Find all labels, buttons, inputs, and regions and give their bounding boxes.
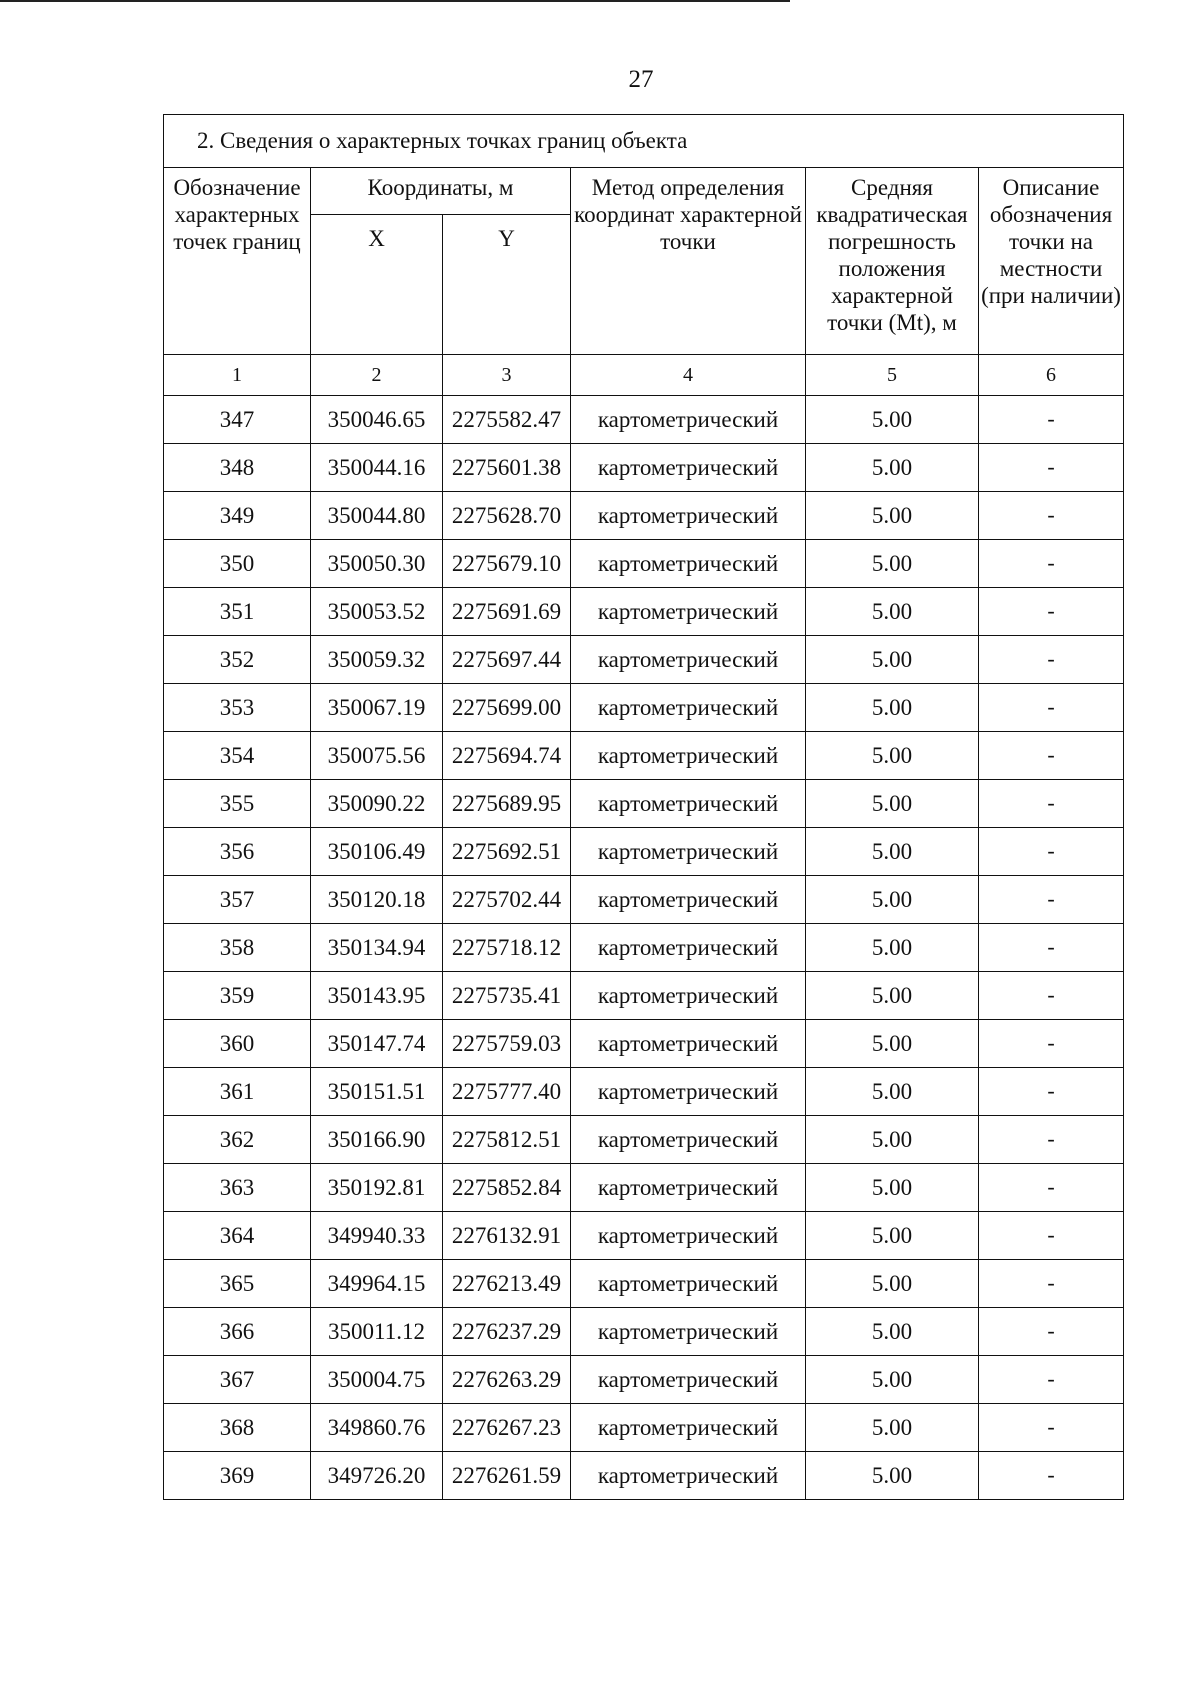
cell-method: картометрический [571,1116,806,1164]
table-row [164,1020,1124,1068]
cell-point: 367 [164,1356,311,1404]
header-point-designation: Обозначение характерных точек границ [164,168,311,355]
column-number: 1 [164,355,311,396]
cell-point: 356 [164,828,311,876]
cell-x: 350120.18 [311,876,443,924]
cell-x: 350192.81 [311,1164,443,1212]
cell-description: - [979,1068,1124,1116]
cell-point: 362 [164,1116,311,1164]
cell-method: картометрический [571,1164,806,1212]
cell-y: 2276261.59 [443,1452,571,1500]
cell-x: 350147.74 [311,1020,443,1068]
cell-x: 350004.75 [311,1356,443,1404]
cell-y: 2275697.44 [443,636,571,684]
cell-method: картометрический [571,1452,806,1500]
cell-x: 349726.20 [311,1452,443,1500]
cell-mean-error: 5.00 [806,684,979,732]
table-row [164,1404,1124,1452]
table-row [164,1212,1124,1260]
column-number: 2 [311,355,443,396]
column-number: 4 [571,355,806,396]
cell-mean-error: 5.00 [806,1116,979,1164]
cell-method: картометрический [571,780,806,828]
cell-y: 2276132.91 [443,1212,571,1260]
cell-x: 350053.52 [311,588,443,636]
table-row [164,684,1124,732]
cell-mean-error: 5.00 [806,588,979,636]
cell-point: 368 [164,1404,311,1452]
cell-point: 347 [164,396,311,444]
column-number: 3 [443,355,571,396]
cell-description: - [979,492,1124,540]
cell-y: 2275692.51 [443,828,571,876]
cell-y: 2275718.12 [443,924,571,972]
cell-method: картометрический [571,732,806,780]
table-row [164,1164,1124,1212]
page-top-edge-line [0,0,790,2]
cell-y: 2275759.03 [443,1020,571,1068]
cell-y: 2275689.95 [443,780,571,828]
cell-description: - [979,1212,1124,1260]
column-number: 5 [806,355,979,396]
cell-y: 2275582.47 [443,396,571,444]
cell-method: картометрический [571,1308,806,1356]
cell-point: 353 [164,684,311,732]
cell-description: - [979,1020,1124,1068]
cell-point: 349 [164,492,311,540]
table-row [164,1260,1124,1308]
cell-x: 350143.95 [311,972,443,1020]
cell-point: 348 [164,444,311,492]
table-row [164,1116,1124,1164]
table-row [164,780,1124,828]
cell-y: 2275699.00 [443,684,571,732]
cell-y: 2276213.49 [443,1260,571,1308]
cell-method: картометрический [571,588,806,636]
cell-x: 350044.16 [311,444,443,492]
cell-point: 352 [164,636,311,684]
cell-x: 350046.65 [311,396,443,444]
cell-mean-error: 5.00 [806,1356,979,1404]
cell-mean-error: 5.00 [806,1164,979,1212]
cell-y: 2275694.74 [443,732,571,780]
cell-description: - [979,588,1124,636]
cell-x: 350106.49 [311,828,443,876]
cell-y: 2275702.44 [443,876,571,924]
table-row [164,876,1124,924]
table-row [164,444,1124,492]
cell-method: картометрический [571,1260,806,1308]
header-coordinates: Координаты, м [311,168,571,215]
cell-method: картометрический [571,972,806,1020]
cell-method: картометрический [571,540,806,588]
cell-point: 360 [164,1020,311,1068]
cell-y: 2275812.51 [443,1116,571,1164]
table-row [164,1356,1124,1404]
table-row [164,828,1124,876]
cell-mean-error: 5.00 [806,492,979,540]
cell-point: 359 [164,972,311,1020]
cell-mean-error: 5.00 [806,780,979,828]
cell-x: 350166.90 [311,1116,443,1164]
cell-description: - [979,1356,1124,1404]
header-description: Описание обозначения точки на местности (при наличии) [979,168,1124,355]
cell-description: - [979,684,1124,732]
cell-x: 350059.32 [311,636,443,684]
cell-method: картометрический [571,1020,806,1068]
cell-mean-error: 5.00 [806,1068,979,1116]
cell-mean-error: 5.00 [806,828,979,876]
cell-method: картометрический [571,492,806,540]
cell-point: 358 [164,924,311,972]
cell-description: - [979,1116,1124,1164]
cell-description: - [979,1452,1124,1500]
cell-y: 2275628.70 [443,492,571,540]
cell-x: 349860.76 [311,1404,443,1452]
cell-mean-error: 5.00 [806,636,979,684]
cell-method: картометрический [571,1404,806,1452]
cell-method: картометрический [571,396,806,444]
cell-y: 2276267.23 [443,1404,571,1452]
cell-x: 349940.33 [311,1212,443,1260]
table-row [164,396,1124,444]
cell-mean-error: 5.00 [806,396,979,444]
cell-description: - [979,732,1124,780]
header-x: X [311,215,443,355]
cell-mean-error: 5.00 [806,1260,979,1308]
cell-x: 349964.15 [311,1260,443,1308]
header-y: Y [443,215,571,355]
cell-point: 365 [164,1260,311,1308]
cell-point: 350 [164,540,311,588]
cell-method: картометрический [571,828,806,876]
cell-y: 2275601.38 [443,444,571,492]
cell-mean-error: 5.00 [806,1212,979,1260]
cell-description: - [979,1404,1124,1452]
cell-method: картометрический [571,684,806,732]
cell-x: 350067.19 [311,684,443,732]
cell-point: 354 [164,732,311,780]
table-row [164,972,1124,1020]
cell-description: - [979,780,1124,828]
section-title: 2. Сведения о характерных точках границ объекта [164,115,1124,168]
table-row [164,1308,1124,1356]
cell-method: картометрический [571,1212,806,1260]
cell-point: 364 [164,1212,311,1260]
cell-y: 2275777.40 [443,1068,571,1116]
cell-x: 350134.94 [311,924,443,972]
cell-description: - [979,444,1124,492]
cell-description: - [979,828,1124,876]
cell-description: - [979,924,1124,972]
header-method: Метод определения координат характерной точки [571,168,806,355]
cell-mean-error: 5.00 [806,1452,979,1500]
cell-description: - [979,636,1124,684]
cell-point: 355 [164,780,311,828]
cell-description: - [979,396,1124,444]
cell-x: 350044.80 [311,492,443,540]
cell-method: картометрический [571,1068,806,1116]
cell-description: - [979,1164,1124,1212]
cell-x: 350090.22 [311,780,443,828]
cell-description: - [979,540,1124,588]
cell-point: 363 [164,1164,311,1212]
cell-description: - [979,1308,1124,1356]
cell-x: 350050.30 [311,540,443,588]
cell-mean-error: 5.00 [806,924,979,972]
cell-point: 357 [164,876,311,924]
table-row [164,732,1124,780]
cell-mean-error: 5.00 [806,876,979,924]
table-row [164,492,1124,540]
cell-method: картометрический [571,444,806,492]
cell-y: 2275691.69 [443,588,571,636]
cell-x: 350011.12 [311,1308,443,1356]
boundary-points-table [163,114,1124,1500]
page-number: 27 [628,66,654,93]
cell-point: 366 [164,1308,311,1356]
cell-y: 2275735.41 [443,972,571,1020]
cell-mean-error: 5.00 [806,1404,979,1452]
table-row [164,1068,1124,1116]
column-number: 6 [979,355,1124,396]
cell-method: картометрический [571,636,806,684]
cell-method: картометрический [571,1356,806,1404]
table-row [164,924,1124,972]
cell-y: 2276237.29 [443,1308,571,1356]
cell-mean-error: 5.00 [806,540,979,588]
cell-method: картометрический [571,924,806,972]
cell-point: 351 [164,588,311,636]
cell-y: 2275852.84 [443,1164,571,1212]
cell-mean-error: 5.00 [806,444,979,492]
cell-x: 350151.51 [311,1068,443,1116]
cell-description: - [979,1260,1124,1308]
table-row [164,636,1124,684]
cell-mean-error: 5.00 [806,1308,979,1356]
header-mean-error: Средняя квадратическая погрешность положения характерной точки (Mt), м [806,168,979,355]
cell-mean-error: 5.00 [806,1020,979,1068]
cell-method: картометрический [571,876,806,924]
cell-mean-error: 5.00 [806,972,979,1020]
table-row [164,588,1124,636]
table-row [164,1452,1124,1500]
cell-point: 361 [164,1068,311,1116]
cell-description: - [979,972,1124,1020]
cell-x: 350075.56 [311,732,443,780]
cell-point: 369 [164,1452,311,1500]
cell-mean-error: 5.00 [806,732,979,780]
cell-y: 2276263.29 [443,1356,571,1404]
cell-description: - [979,876,1124,924]
cell-y: 2275679.10 [443,540,571,588]
table-row [164,540,1124,588]
